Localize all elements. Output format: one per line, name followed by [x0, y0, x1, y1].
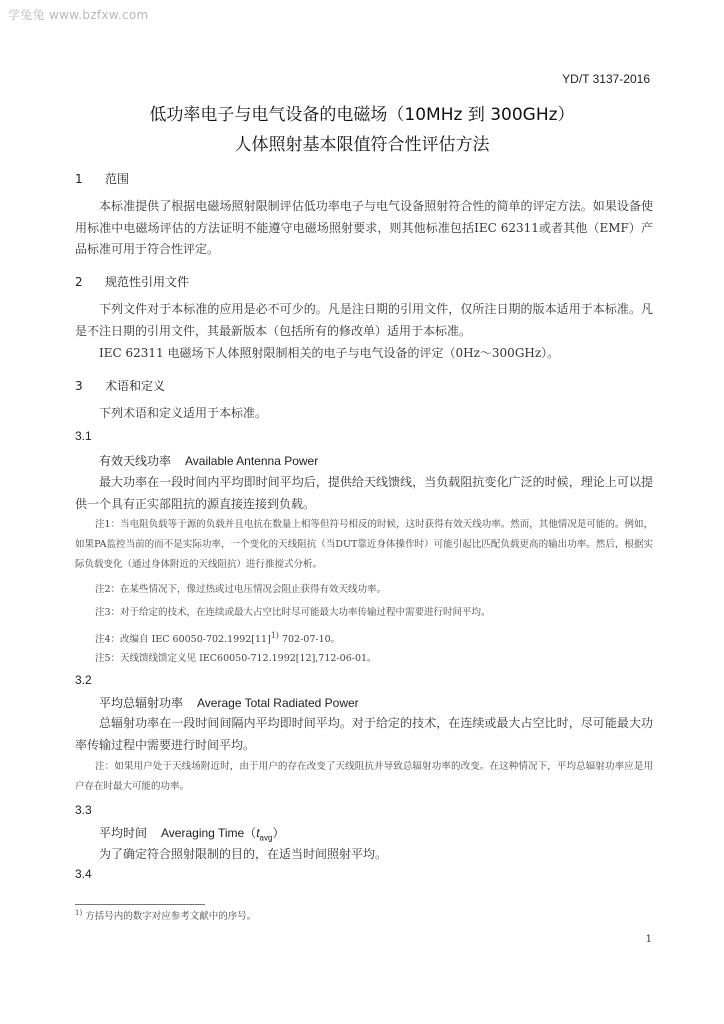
- symbol-subscript: avg: [259, 833, 273, 843]
- section-title: 规范性引用文件: [105, 275, 190, 289]
- note-3: 注3：对于给定的技术，在连续或最大占空比时尽可能最大功率传输过程中需要进行时间平均。: [95, 607, 491, 618]
- section-3-heading: [75, 377, 165, 394]
- footnote-separator: [75, 904, 205, 905]
- term-definition: 总辐射功率在一段时间间隔内平均即时间平均。对于给定的技术，在连续或最大占空比时，尽可能最大功率传输过程中需要进行时间平均。: [75, 716, 653, 752]
- note-4: [75, 626, 653, 650]
- term-en: Averaging $Time(t_{avg})$: [161, 826, 285, 843]
- term-zh: 平均时间: [99, 826, 148, 840]
- section-2-paragraph-1: 下列文件对于本标准的应用是必不可少的。凡是注日期的引用文件，仅所注日期的版本适用于本标准。凡是不注日期的引用文件，其最新版本（包括所有的修改单）适用于本标准。: [75, 302, 653, 338]
- term-number: 3.4: [75, 867, 92, 881]
- note-4-tail: 702-07-10。: [278, 634, 341, 646]
- term-en: Average Total Radiated Power: [197, 696, 359, 710]
- term-number: 3.2: [75, 673, 92, 687]
- footnote-text: 方括号内的数字对应参考文献中的序号。: [82, 911, 257, 922]
- term-heading: [99, 824, 284, 842]
- title-line-2: 人体照射基本限值符合性评估方法: [234, 135, 490, 155]
- standard-number: YD/T 3137-2016: [562, 72, 650, 86]
- watermark: 学兔兔 www.bzfxw.com: [8, 8, 149, 22]
- term-en: Available Antenna Power: [185, 454, 319, 468]
- term-zh: 有效天线功率: [99, 454, 172, 468]
- term-number: 3.3: [75, 803, 92, 817]
- section-number: 1: [75, 172, 83, 186]
- term-heading: [99, 694, 359, 711]
- section-3-intro: 下列术语和定义适用于本标准。: [99, 406, 268, 420]
- section-number: 3: [75, 379, 83, 393]
- section-title: 术语和定义: [105, 379, 166, 393]
- section-2-paragraph-2: IEC 62311 电磁场下人体照射限制相关的电子与电气设备的评定（0Hz～300GHz）。: [99, 346, 560, 360]
- section-2-heading: [75, 273, 189, 290]
- footnote-mark: 1): [75, 908, 83, 917]
- note-1: 注1：当电阻负载等于源的负载并且电抗在数量上相等但符号相反的时候，这时获得有效天线功率。然而，其他情况是可能的。例如，如果PA监控当前的而不是实际功率，一个变化的天线阻抗（当DUT靠近身体操作时）可能引起比匹配负载更高的输出功率。然后，根据实际负载变化（通过身体附近的天线阻抗）进行推搅式分析。: [75, 519, 653, 570]
- symbol: t: [256, 826, 260, 840]
- footnote: [75, 908, 256, 922]
- note-5: 注5：天线馈线馈定义见 IEC60050-712.1992[12],712-06-01。: [95, 653, 377, 664]
- term-number: 3.1: [75, 429, 92, 443]
- section-title: 范围: [105, 172, 130, 186]
- section-1-heading: [75, 170, 129, 187]
- note-4-text: 注4：改编自 IEC 60050-702.1992[11]: [95, 634, 271, 646]
- page-number: 1: [645, 934, 652, 945]
- term-definition: 最大功率在一段时间内平均即时间平均后，提供给天线馈线，当负载阻抗变化广泛的时候，理论上可以提供一个具有正实部阻抗的源直接连接到负载。: [75, 475, 653, 511]
- note-2: 注2：在某些情况下，像过热或过电压情况会阻止获得有效天线功率。: [95, 584, 387, 595]
- section-number: 2: [75, 275, 83, 289]
- term-zh: 平均总辐射功率: [99, 696, 184, 710]
- term-heading: [99, 452, 318, 469]
- title-line-1: 低功率电子与电气设备的电磁场（10MHz 到 300GHz）: [149, 105, 575, 125]
- note: 注：如果用户处于天线场附近时，由于用户的存在改变了天线阻抗并导致总辐射功率的改变。在这种情况下，平均总辐射功率应是用户存在时最大可能的功率。: [75, 761, 653, 792]
- section-1-paragraph: 本标准提供了根据电磁场照射限制评估低功率电子与电气设备照射符合性的简单的评定方法。如果设备使用标准中电磁场评估的方法证明不能遵守电磁场照射要求，则其他标准包括IEC 62311或者其他（EMF）产品标准可用于符合性评定。: [75, 199, 653, 256]
- term-definition: 为了确定符合照射限制的目的，在适当时间照射平均。: [99, 847, 388, 861]
- footnote-reference: 1): [270, 631, 279, 640]
